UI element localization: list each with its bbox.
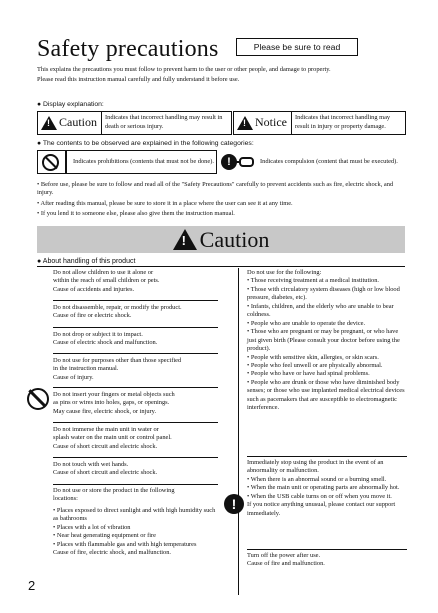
block-bullet: • People who have or have had spinal problems.: [247, 370, 370, 378]
do-not-use-block: [247, 269, 407, 413]
item-divider: [53, 484, 218, 485]
item-divider: [53, 353, 218, 354]
page-title: Safety precautions: [37, 36, 219, 62]
item-text: as pins or wires into holes, gaps, or openings.: [53, 399, 170, 407]
item-divider: [53, 422, 218, 423]
block-divider: [247, 456, 407, 457]
caution-label: Caution: [59, 115, 97, 130]
item-text: in the instruction manual.: [53, 365, 119, 373]
stop-using-block: [247, 459, 407, 518]
list-item: [53, 357, 218, 382]
item-text: Do not touch with wet hands.: [53, 461, 129, 468]
note-3: • If you lend it to someone else, please also give them the instruction manual.: [37, 210, 235, 218]
item-divider: [53, 457, 218, 458]
item-text: May cause fire, electric shock, or injury.: [53, 407, 157, 415]
notice-label: Notice: [255, 115, 287, 130]
block-bullet: • When the USB cable turns on or off when you move it.: [247, 492, 392, 500]
item-text: Cause of fire, electric shock, and malfunction.: [53, 549, 172, 557]
section-heading: ● About handling of this product: [37, 258, 136, 265]
caution-explanation-box: [37, 111, 232, 135]
compulsion-description: Indicates compulsion (content that must be executed).: [260, 157, 398, 165]
intro-text: [37, 66, 397, 87]
item-divider: [53, 300, 218, 301]
block-bullet: • People with sensitive skin, allergies, or skin scars.: [247, 353, 379, 361]
block-bullet: • Those with circulatory system diseases (high or low blood pressure, diabetes, etc).: [247, 285, 400, 302]
compulsion-icon: !: [224, 494, 244, 514]
column-divider: [238, 268, 239, 595]
compulsion-category-box: [221, 150, 406, 174]
display-explanation-heading: ● Display explanation:: [37, 101, 104, 108]
caution-description: Indicates that incorrect handling may result in death or serious injury.: [105, 114, 223, 130]
item-text: within the reach of small children or pets.: [53, 277, 160, 285]
block-bullet: • Infants, children, and the elderly who are unable to bear coldness.: [247, 302, 394, 319]
block-bullet: • People who are unable to operate the device.: [247, 319, 366, 327]
prohibition-description: Indicates prohibitions (contents that must not be done).: [73, 157, 214, 165]
item-text: Do not disassemble, repair, or modify the product.: [53, 304, 182, 311]
categories-heading: ● The contents to be observed are explained in the following categories:: [37, 140, 254, 147]
item-text: Do not immerse the main unit in water or: [53, 426, 159, 433]
block-bullet: • When the main unit or operating parts are abnormally hot.: [247, 484, 400, 492]
block-text: Turn off the power after use.: [247, 552, 321, 559]
prohibition-icon: [27, 388, 49, 410]
list-item: [53, 391, 218, 416]
usage-notes: [37, 181, 407, 219]
item-text: splash water on the main unit or control panel.: [53, 434, 172, 442]
block-divider: [247, 549, 407, 550]
intro-line-1: This explains the precautions you must follow to prevent harm to the user or other people, and damage to property.: [37, 66, 331, 73]
block-bullet: • Those who are pregnant or may be pregnant, or who have just given birth (Please consult your doctor before using the product).: [247, 328, 400, 353]
note-2: • After reading this manual, please be sure to store it in a place where the user can see it at any time.: [37, 199, 293, 207]
warning-triangle-icon: [173, 229, 197, 250]
item-bullet: • Near heat generating equipment or fire: [53, 532, 157, 540]
section-divider: [37, 266, 405, 267]
list-item: [53, 304, 218, 321]
item-text: Do not insert your fingers or metal objects such: [53, 391, 175, 398]
block-text: Cause of fire and malfunction.: [247, 560, 325, 568]
item-bullet: • Places with a lot of vibration: [53, 523, 131, 531]
item-text: Cause of short circuit and electric shock.: [53, 469, 158, 477]
item-text: Cause of electric shock and malfunction.: [53, 339, 158, 347]
page-number: 2: [28, 578, 36, 593]
notice-label-cell: [234, 112, 292, 134]
item-text: Do not drop or subject it to impact.: [53, 331, 143, 338]
item-divider: [53, 327, 218, 328]
item-text: Cause of short circuit and electric shock.: [53, 442, 158, 450]
list-item: [53, 461, 218, 478]
item-text: locations:: [53, 495, 78, 503]
divider: [65, 151, 67, 173]
read-notice-box: Please be sure to read: [236, 38, 358, 56]
item-text: Cause of fire or electric shock.: [53, 312, 132, 320]
notice-description: Indicates that incorrect handling may result in injury or property damage.: [295, 114, 391, 130]
item-divider: [53, 387, 218, 388]
compulsion-icon: !: [221, 154, 237, 170]
caution-banner: [37, 226, 405, 253]
item-text: Cause of injury.: [53, 373, 94, 381]
item-text: Do not use for purposes other than those specified: [53, 357, 182, 364]
block-heading: Immediately stop using the product in the event of an abnormality or malfunction.: [247, 459, 384, 475]
block-heading: Do not use for the following:: [247, 269, 322, 276]
block-bullet: • People who feel unwell or are physically abnormal.: [247, 361, 383, 369]
list-item: [53, 487, 218, 558]
item-bullet: • Places with flammable gas and with high temperatures: [53, 540, 197, 548]
block-bullet: • When there is an abnormal sound or a burning smell.: [247, 475, 387, 483]
item-text: Do not allow children to use it alone or: [53, 269, 154, 276]
plug-icon: [239, 157, 254, 167]
list-item: [53, 426, 218, 451]
warning-triangle-icon: [41, 116, 57, 130]
prohibition-icon: [42, 154, 59, 171]
block-bullet: • People who are drunk or those who have diminished body senses; or those who use implanted medical electrical devices such as pacemakers that are susceptible to electromagnetic interference.: [247, 378, 405, 412]
block-bullet: • Those receiving treatment at a medical institution.: [247, 277, 380, 285]
list-item: [53, 331, 218, 348]
caution-label-cell: [38, 112, 102, 134]
item-text: Cause of accidents and injuries.: [53, 285, 135, 293]
warning-triangle-icon: [237, 116, 253, 130]
notice-explanation-box: [233, 111, 406, 135]
intro-line-2: Please read this instruction manual carefully and fully understand it before use.: [37, 76, 240, 84]
block-text: If you notice anything unusual, please contact our support immediately.: [247, 501, 396, 517]
prohibition-category-box: [37, 150, 217, 174]
list-item: [53, 269, 218, 294]
item-bullet: • Places exposed to direct sunlight and with high humidity such as bathrooms: [53, 506, 216, 523]
caution-banner-label: Caution: [199, 227, 270, 252]
power-off-block: [247, 552, 407, 569]
item-text: Do not use or store the product in the following: [53, 487, 175, 494]
note-1: • Before use, please be sure to follow and read all of the "Safety Precautions" carefully to prevent accidents such as fire, electric shock, and injury.: [37, 181, 394, 197]
